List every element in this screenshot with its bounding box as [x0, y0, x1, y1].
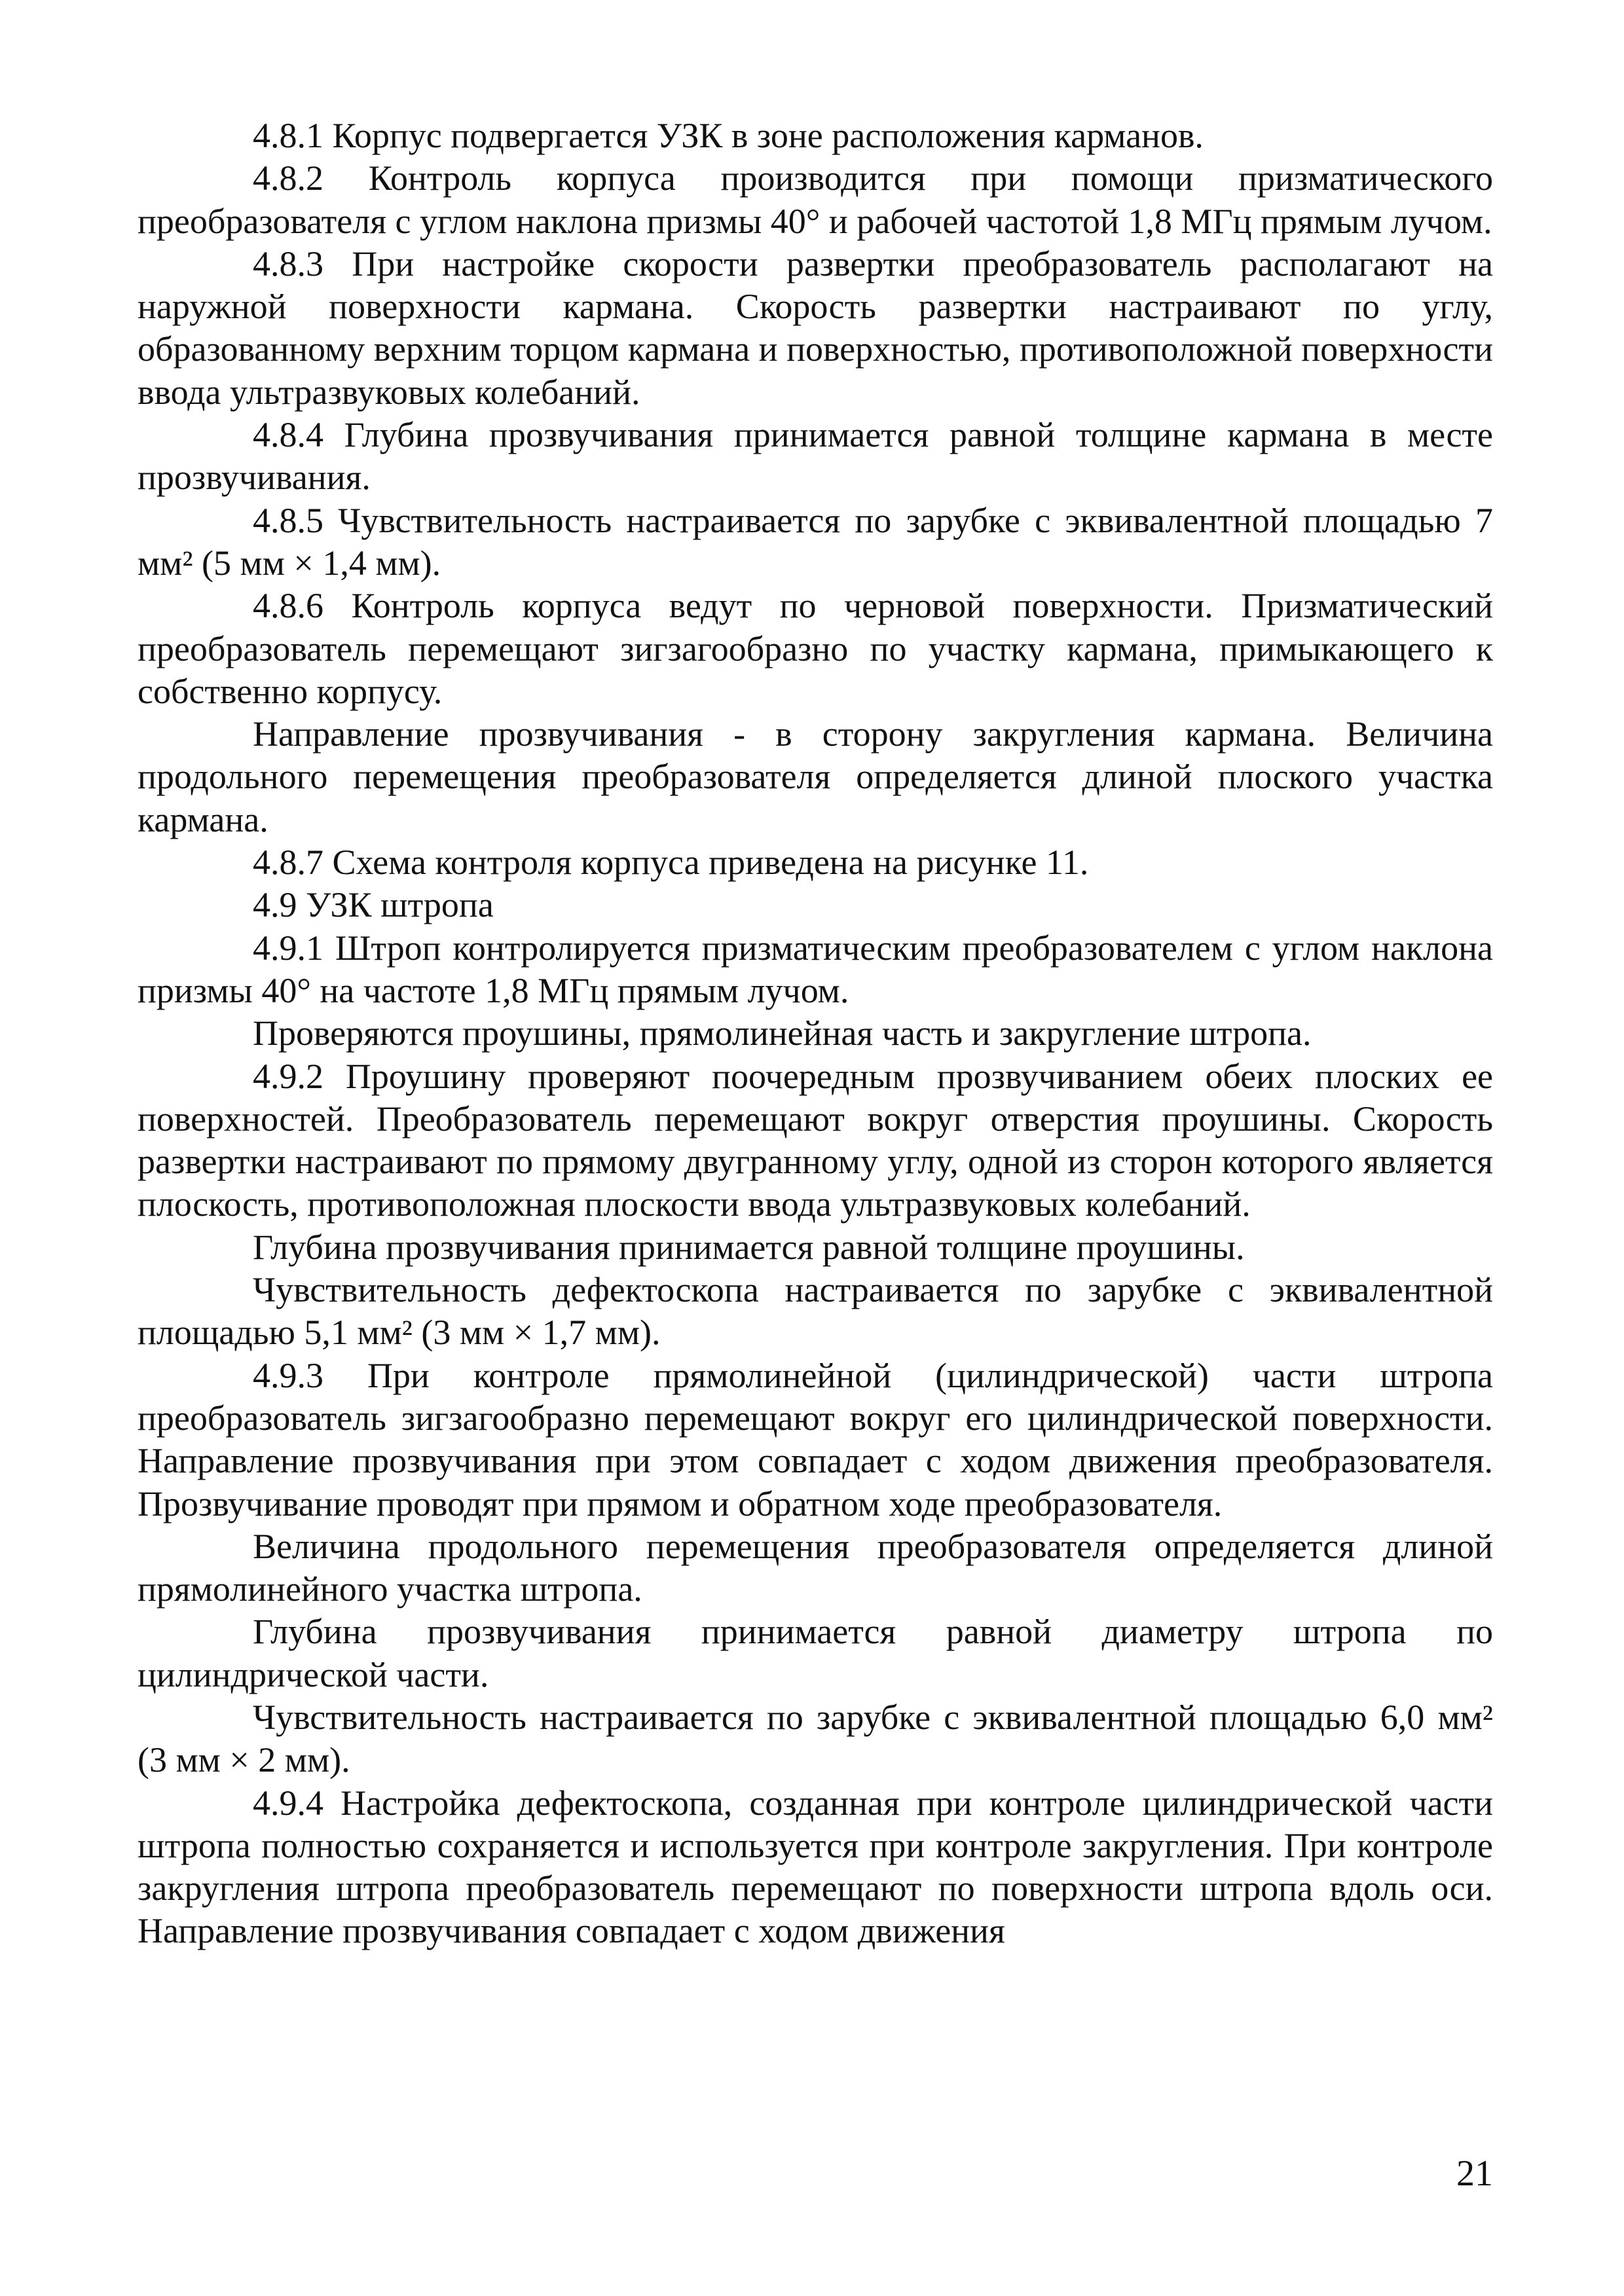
paragraph-4-8-7: 4.8.7 Схема контроля корпуса приведена на рисунке 11.	[253, 843, 1089, 883]
section-heading-4-9: 4.9 УЗК штропа	[253, 885, 494, 925]
paragraph-4-9-3: 4.9.3 При контроле прямолинейной (цилиндрической) части штропа преобразователь зигзагообразно перемещают вокруг его цилиндрической поверхности. Направление прозвучивания при этом совпадает с ходом движения преобразователя. Прозвучивание проводят при прямом и обратном ходе преобразователя.	[138, 1355, 1493, 1523]
paragraph-cylinder-sensitivity: Чувствительность настраивается по зарубке с эквивалентной площадью 6,0 мм² (3 мм × 2 мм).	[138, 1697, 1493, 1780]
paragraph-4-8-3: 4.8.3 При настройке скорости развертки преобразователь располагают на наружной поверхности кармана. Скорость развертки настраивают по углу, образованному верхним торцом кармана и поверхностью, противоположной поверхности ввода ультразвуковых колебаний.	[138, 244, 1493, 412]
paragraph-4-9-4: 4.9.4 Настройка дефектоскопа, созданная при контроле цилиндрической части штропа полностью сохраняется и используется при контроле закругления. При контроле закругления штропа преобразователь перемещают по поверхности штропа вдоль оси. Направление прозвучивания совпадает с ходом движения	[138, 1783, 1493, 1951]
paragraph-cylinder-depth: Глубина прозвучивания принимается равной диаметру штропа по цилиндрической части.	[138, 1612, 1493, 1694]
paragraph-4-9-1: 4.9.1 Штроп контролируется призматическим преобразователем с углом наклона призмы 40° на частоте 1,8 МГц прямым лучом.	[138, 928, 1493, 1010]
paragraph-checked-parts: Проверяются проушины, прямолинейная часть и закругление штропа.	[253, 1013, 1312, 1053]
paragraph-lug-sensitivity: Чувствительность дефектоскопа настраивается по зарубке с эквивалентной площадью 5,1 мм² (3 мм × 1,7 мм).	[138, 1270, 1493, 1353]
document-body	[138, 115, 1493, 1953]
paragraph-4-8-4: 4.8.4 Глубина прозвучивания принимается равной толщине кармана в месте прозвучивания.	[138, 415, 1493, 498]
paragraph-4-9-2: 4.9.2 Проушину проверяют поочередным прозвучиванием обеих плоских ее поверхностей. Преобразователь перемещают вокруг отверстия проушины. Скорость развертки настраивают по прямому двугранному углу, одной из сторон которого является плоскость, противоположная плоскости ввода ультразвуковых колебаний.	[138, 1056, 1493, 1224]
paragraph-4-8-1: 4.8.1 Корпус подвергается УЗК в зоне расположения карманов.	[253, 116, 1204, 155]
paragraph-4-8-6: 4.8.6 Контроль корпуса ведут по черновой поверхности. Призматический преобразователь перемещают зигзагообразно по участку кармана, примыкающего к собственно корпусу.	[138, 586, 1493, 711]
paragraph-scan-direction: Направление прозвучивания - в сторону закругления кармана. Величина продольного перемещения преобразователя определяется длиной плоского участка кармана.	[138, 714, 1493, 839]
paragraph-lug-depth: Глубина прозвучивания принимается равной толщине проушины.	[253, 1227, 1245, 1267]
paragraph-longitudinal-movement: Величина продольного перемещения преобразователя определяется длиной прямолинейного участка штропа.	[138, 1526, 1493, 1609]
paragraph-4-8-5: 4.8.5 Чувствительность настраивается по зарубке с эквивалентной площадью 7 мм² (5 мм × 1,4 мм).	[138, 500, 1493, 583]
page-number: 21	[1456, 2153, 1493, 2194]
paragraph-4-8-2: 4.8.2 Контроль корпуса производится при помощи призматического преобразователя с углом наклона призмы 40° и рабочей частотой 1,8 МГц прямым лучом.	[138, 158, 1493, 241]
